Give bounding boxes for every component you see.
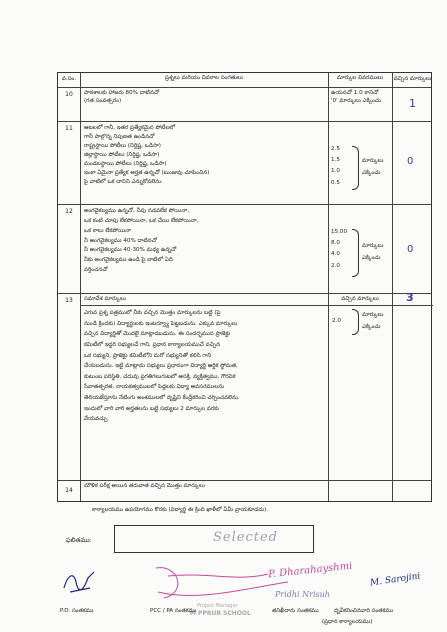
row-text bbox=[80, 122, 328, 204]
column-divider bbox=[80, 73, 81, 501]
row-text-line: పాఠశాలకు హాజరు 80% దాటినచో bbox=[84, 90, 160, 96]
row-text-line: మౌళిక పరీక్ష అయిన తరువాత వచ్చిన మొత్తం మార్కులు bbox=[84, 483, 205, 489]
signature-label-pd: P.D. సంతకము bbox=[60, 608, 94, 614]
row-text bbox=[80, 205, 328, 293]
row-text-line: చేయబడును. ఇట్టి మాట్లాడు సభ్యులు ప్రధానంగా విద్యార్థి ఆర్థిక స్థోమత, bbox=[84, 363, 238, 370]
row-number: 14 bbox=[65, 487, 73, 494]
signature-label-head-office-sub: (ప్రధాన కార్యాలయము) bbox=[322, 619, 373, 625]
result-handwritten: Selected bbox=[213, 530, 278, 545]
awarded-mark bbox=[392, 291, 433, 480]
marks-label-line: ఎక్కించు bbox=[362, 323, 381, 330]
row-text-line: ఒక కంటి చూపు లేకపోయినా, ఒక చేయి లేకపోయినా, bbox=[84, 217, 199, 224]
row-number: 11 bbox=[65, 125, 73, 132]
marks-label-line: ఎక్కించు bbox=[362, 254, 381, 261]
result-label: ఫలితము: bbox=[66, 536, 92, 544]
row-text-line: ఎగువ ప్రశ్న పత్రములో నీకు వచ్చిన మొత్తం మార్కులను బట్టి (పై bbox=[84, 310, 221, 316]
table-row bbox=[58, 121, 431, 204]
signature-label-inspector: తనిఖీదారు సంతకము bbox=[272, 608, 319, 614]
marks-label-line: మార్కులు bbox=[362, 312, 384, 318]
marks-value: 4.0 bbox=[331, 251, 340, 258]
row-number: 10 bbox=[65, 91, 73, 98]
row-text-line: జిల్లాస్థాయి పోటీలు (నిర్దిష్ట, ఒడిసా) bbox=[84, 152, 160, 159]
row-text-line: ఇందులో వారి వారి అర్హతలను బట్టి సభ్యులు 2 మార్కుల వరకు bbox=[84, 405, 220, 412]
row-marks-detail bbox=[328, 294, 392, 480]
subheader: వచ్చిన మార్కులు bbox=[341, 296, 379, 302]
row-number: 12 bbox=[65, 208, 73, 215]
divider bbox=[80, 305, 328, 306]
marks-label bbox=[362, 243, 383, 262]
handwritten-mark: 0 bbox=[407, 244, 414, 255]
marks-values bbox=[331, 144, 340, 189]
marks-value: 2.0 bbox=[331, 262, 340, 269]
awarded-mark bbox=[392, 88, 433, 121]
row-text-line: మండలస్థాయి పోటీలు (నిర్దిష్ట, ఒడిసా) bbox=[84, 161, 167, 168]
table-row bbox=[58, 87, 431, 121]
brace bbox=[352, 229, 359, 277]
marks-value: 8.0 bbox=[331, 240, 340, 247]
row-marks-detail bbox=[328, 88, 392, 121]
row-paragraph bbox=[84, 308, 240, 425]
handwritten-mark: 0 bbox=[407, 156, 414, 167]
awarded-mark bbox=[392, 481, 433, 502]
handwritten-name-2: M. Sarojini bbox=[369, 571, 421, 589]
row-text-line: ఒక కాలు లేకపోయినా bbox=[84, 227, 131, 234]
header-marks-detail: మార్కుల వివరములు bbox=[336, 75, 384, 81]
row-text-line: నీ అంగవైకల్యము 40-30% మధ్య ఉన్నచో bbox=[84, 247, 177, 254]
row-text-line: నీకు అంగవైకల్యము ఉండి పై వాటిలో ఏది bbox=[84, 257, 173, 264]
marks-label bbox=[362, 158, 383, 177]
evaluation-table bbox=[57, 72, 432, 502]
row-text-line: వచ్చిన విద్యార్థితో మొదలై మాట్లాడబడును. ఈ సందర్భమున ప్రాజెక్టు bbox=[84, 331, 231, 338]
row-text-line: పై వాటిలో ఒక దానిని ఎన్నుకోవలెను. bbox=[84, 179, 163, 186]
row-text-line: తెలియజేస్తూను నేటింగు అంశములలో దృష్టిని కేంద్రీకరించి చర్చించవలెను. bbox=[84, 395, 240, 401]
marks-value: 2.0 bbox=[332, 318, 341, 324]
brace bbox=[352, 309, 359, 335]
row-marks-detail bbox=[328, 122, 392, 204]
header-questions: ప్రశ్నలు మరియు వివరాల సంగతులు bbox=[165, 75, 243, 81]
row-text bbox=[80, 481, 328, 502]
row-text-line: (గత సంవత్సరం) bbox=[84, 97, 122, 104]
awarded-mark bbox=[392, 122, 433, 204]
office-use-note: కార్యాలయము ఉపయోగము కొరకు (విద్యార్థి ఈ క్రింది ఖాళీలో ఏమీ వ్రాయకూడదు). bbox=[92, 507, 269, 513]
row-text-line: వర్తించనచో bbox=[84, 267, 108, 274]
column-divider bbox=[392, 73, 393, 501]
marks-value: 1.5 bbox=[331, 157, 340, 164]
row-text-line: సేవాతత్పరత, నాయకత్వములలో పెద్దలకు విద్యా అవసరములను bbox=[84, 384, 225, 391]
row-text-line: ఒక సభ్యుని, ప్రాజెక్టు కమిటీలోని మరో సభ్యునితో కలిసి గాని bbox=[84, 352, 212, 359]
row-text-line: అంగవైకల్యము ఉన్నచో, నీవు నడవలేక పోయినా, bbox=[84, 208, 190, 214]
row-marks-detail bbox=[328, 481, 392, 502]
row-text bbox=[80, 294, 328, 480]
handwritten-name-1: P. Dharahayshmi bbox=[267, 560, 353, 581]
table-row bbox=[58, 293, 431, 480]
row-text-line: వేయవచ్చు bbox=[84, 416, 108, 423]
header-marks-awarded: వచ్చిన మార్కులు bbox=[393, 76, 432, 82]
brace bbox=[352, 146, 359, 190]
signature-label-head-office: ధృవీకరించినవారి సంతకము bbox=[334, 608, 394, 614]
awarded-mark bbox=[392, 205, 433, 293]
row-text-line: రాష్ట్రస్థాయి పోటీలు (నిర్దిష్ట, ఒడిసా) bbox=[84, 143, 161, 150]
handwritten-mark: 1 bbox=[409, 97, 416, 110]
header-serial: వ.సం. bbox=[61, 76, 77, 82]
stamp-school: M PPRUR SCHOOL bbox=[190, 610, 251, 617]
row-text-line: నీ అంగవైకల్యము 40% దాటినచో bbox=[84, 237, 157, 244]
marks-values bbox=[331, 227, 347, 272]
row-text-line: కమిటీలో ఇద్దరి సభ్యులచే గాని, ప్రధాన కార్యాలయముచే వచ్చిన bbox=[84, 341, 221, 348]
signature-label-pcc: PCC / PA సంతకము bbox=[150, 608, 197, 614]
handwritten-mark: 3 bbox=[406, 291, 414, 304]
row-text-line: కుటుంబ పరిస్థితి, చదువు ప్రగతిగలుగుటలో ఆసక్తి, వ్యక్తిత్వము, గౌరవిక bbox=[84, 373, 236, 380]
table-header-row bbox=[58, 73, 431, 87]
handwritten-name-3: Pridhi Nrisuh bbox=[275, 590, 330, 599]
signature-pd bbox=[60, 568, 100, 598]
row-text bbox=[80, 88, 328, 121]
marks-label-line: ఎక్కించు bbox=[362, 169, 381, 176]
marks-value: 0.5 bbox=[331, 179, 340, 186]
table-row bbox=[58, 480, 431, 502]
marks-value: 1.0 bbox=[331, 168, 340, 175]
divider bbox=[328, 305, 392, 306]
marks-label-line: మార్కులు bbox=[362, 243, 384, 249]
column-divider bbox=[328, 73, 329, 501]
row-text-line: గానీ పాల్గొన్న నిపుణత ఉండినచో bbox=[84, 134, 155, 141]
row-text-line: ఆటలలో గానీ, ఇతర ప్రత్యేకమైన పోటీలలో bbox=[84, 125, 176, 131]
marks-label-line: మార్కులు bbox=[362, 158, 384, 164]
row-text-line: నుండి క్రిందకు) విద్యార్థులకు ఇంటర్వ్యూ పెట్టబడును. ఎక్కువ మార్కులు bbox=[84, 320, 238, 327]
table-row bbox=[58, 204, 431, 293]
stamp-text: Project Manager bbox=[197, 603, 238, 609]
marks-line: '0' మార్కులు ఎక్కించు bbox=[331, 97, 382, 104]
row-marks-detail bbox=[328, 205, 392, 293]
row-number: 13 bbox=[65, 297, 73, 304]
result-box bbox=[114, 525, 314, 553]
marks-value: 2.5 bbox=[331, 146, 340, 152]
row-title: సమావేశ మార్కులు bbox=[84, 296, 126, 302]
row-text-line: ఇంకా ఏమైనా ప్రత్యేక అర్హత ఉన్నచో (ఋజువు చూపించిన) bbox=[84, 170, 210, 177]
marks-label bbox=[362, 312, 383, 331]
marks-value: 15.00 bbox=[331, 229, 348, 235]
marks-line: ఉయనచో 1.0 కానిచో bbox=[331, 90, 379, 96]
